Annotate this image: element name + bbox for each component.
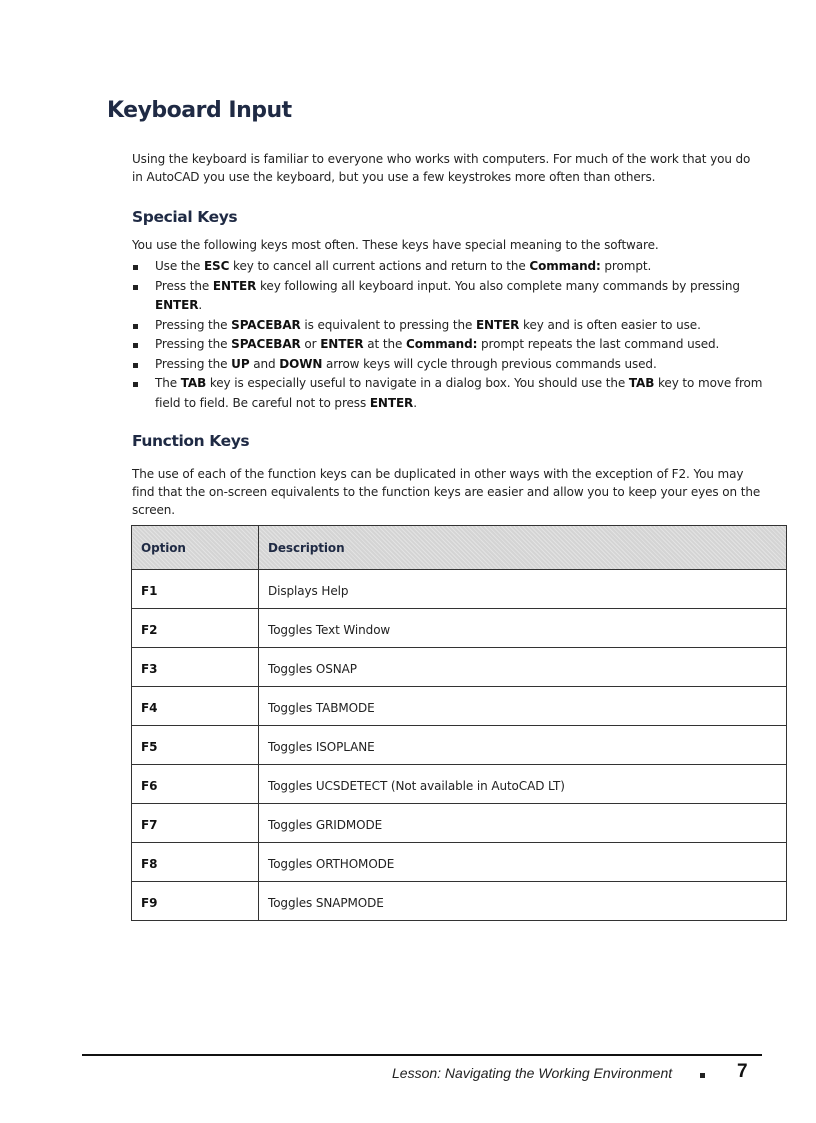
bullet-square-icon <box>133 324 138 329</box>
footer-lesson-title: Lesson: Navigating the Working Environment <box>392 1065 673 1081</box>
bullet-text: The <box>155 376 181 390</box>
bullet-text: key to move from field to field. Be careful not to press <box>155 376 763 410</box>
description-cell: Toggles GRIDMODE <box>259 804 787 843</box>
bullet-square-icon <box>133 265 138 270</box>
key-term: ENTER <box>475 317 520 332</box>
bullet-text: and <box>249 356 280 371</box>
description-cell: Displays Help <box>259 570 787 609</box>
table-row <box>132 609 787 648</box>
function-keys-lead: The use of each of the function keys can be duplicated in other ways with the exception of F2. You may find that the on-screen equivalents to the function keys are easier and allow you to keep your eyes on the screen. <box>132 467 761 517</box>
table-row <box>132 765 787 804</box>
list-item <box>132 355 772 375</box>
bullet-text: arrow keys will cycle through previous commands used. <box>322 356 657 371</box>
function-key-cell: F7 <box>132 804 259 843</box>
bullet-text: Pressing the <box>155 337 232 351</box>
function-keys-table <box>131 525 787 921</box>
bullet-text: key to cancel all current actions and return to the <box>229 259 530 273</box>
table-row <box>132 843 787 882</box>
description-cell: Toggles ISOPLANE <box>259 726 787 765</box>
bullet-text: . <box>198 298 203 312</box>
bullet-square-icon <box>133 363 138 368</box>
table-row <box>132 804 787 843</box>
bullet-text: prompt repeats the last command used. <box>477 337 720 351</box>
list-item <box>132 257 772 277</box>
list-item <box>132 277 772 316</box>
description-cell: Toggles ORTHOMODE <box>259 843 787 882</box>
table-header-row <box>132 526 787 570</box>
list-item <box>132 316 772 336</box>
bullet-text: . <box>413 395 417 410</box>
key-term: ENTER <box>155 298 199 312</box>
table-row <box>132 882 787 921</box>
bullet-square-icon <box>133 382 138 387</box>
column-header-description: Description <box>259 526 787 570</box>
bullet-text: key is especially useful to navigate in a dialog box. You should use the <box>206 376 629 390</box>
list-item <box>132 335 772 355</box>
key-term: ESC <box>203 259 230 273</box>
function-key-cell: F1 <box>132 570 259 609</box>
key-term: ENTER <box>320 337 364 351</box>
bullet-text: Press the <box>155 278 213 293</box>
description-cell: Toggles SNAPMODE <box>259 882 787 921</box>
bullet-text: Pressing the <box>155 356 232 371</box>
function-key-cell: F5 <box>132 726 259 765</box>
bullet-text: is equivalent to pressing the <box>300 317 476 332</box>
key-term: ENTER <box>212 278 257 293</box>
key-term: SPACEBAR <box>231 317 301 332</box>
special-keys-lead: You use the following keys most often. These keys have special meaning to the software. <box>132 238 659 252</box>
description-cell: Toggles TABMODE <box>259 687 787 726</box>
key-term: ENTER <box>369 395 414 410</box>
bullet-text: Pressing the <box>155 317 232 332</box>
page-title: Keyboard Input <box>107 98 292 123</box>
bullet-text: at the <box>363 337 406 351</box>
function-key-cell: F3 <box>132 648 259 687</box>
table-row <box>132 648 787 687</box>
key-term: TAB <box>180 376 207 390</box>
bullet-square-icon <box>133 343 138 348</box>
bullet-text: key and is often easier to use. <box>519 317 701 332</box>
function-key-cell: F9 <box>132 882 259 921</box>
bullet-text: or <box>300 337 321 351</box>
bullet-text: key following all keyboard input. You also complete many commands by pressing <box>256 278 740 293</box>
footer-bullet-icon <box>700 1073 705 1078</box>
function-key-cell: F6 <box>132 765 259 804</box>
key-term: Command: <box>529 259 601 273</box>
footer-rule <box>82 1054 762 1056</box>
bullet-square-icon <box>133 285 138 290</box>
intro-paragraph: Using the keyboard is familiar to everyone who works with computers. For much of the work that you do in AutoCAD you use the keyboard, but you use a few keystrokes more often than others. <box>132 152 751 184</box>
table-row <box>132 726 787 765</box>
description-cell: Toggles OSNAP <box>259 648 787 687</box>
column-header-option: Option <box>132 526 259 570</box>
table-row <box>132 570 787 609</box>
special-keys-list <box>132 257 772 413</box>
bullet-text: prompt. <box>600 259 652 273</box>
list-item <box>132 374 772 413</box>
special-keys-heading: Special Keys <box>132 208 238 226</box>
description-cell: Toggles UCSDETECT (Not available in AutoCAD LT) <box>259 765 787 804</box>
key-term: DOWN <box>279 356 323 371</box>
function-key-cell: F4 <box>132 687 259 726</box>
function-keys-heading: Function Keys <box>132 432 250 450</box>
key-term: SPACEBAR <box>231 337 301 351</box>
table-row <box>132 687 787 726</box>
bullet-text: Use the <box>155 259 204 273</box>
key-term: TAB <box>628 376 655 390</box>
page-number: 7 <box>737 1061 748 1082</box>
description-cell: Toggles Text Window <box>259 609 787 648</box>
key-term: UP <box>231 356 250 371</box>
key-term: Command: <box>405 337 478 351</box>
function-key-cell: F8 <box>132 843 259 882</box>
function-key-cell: F2 <box>132 609 259 648</box>
